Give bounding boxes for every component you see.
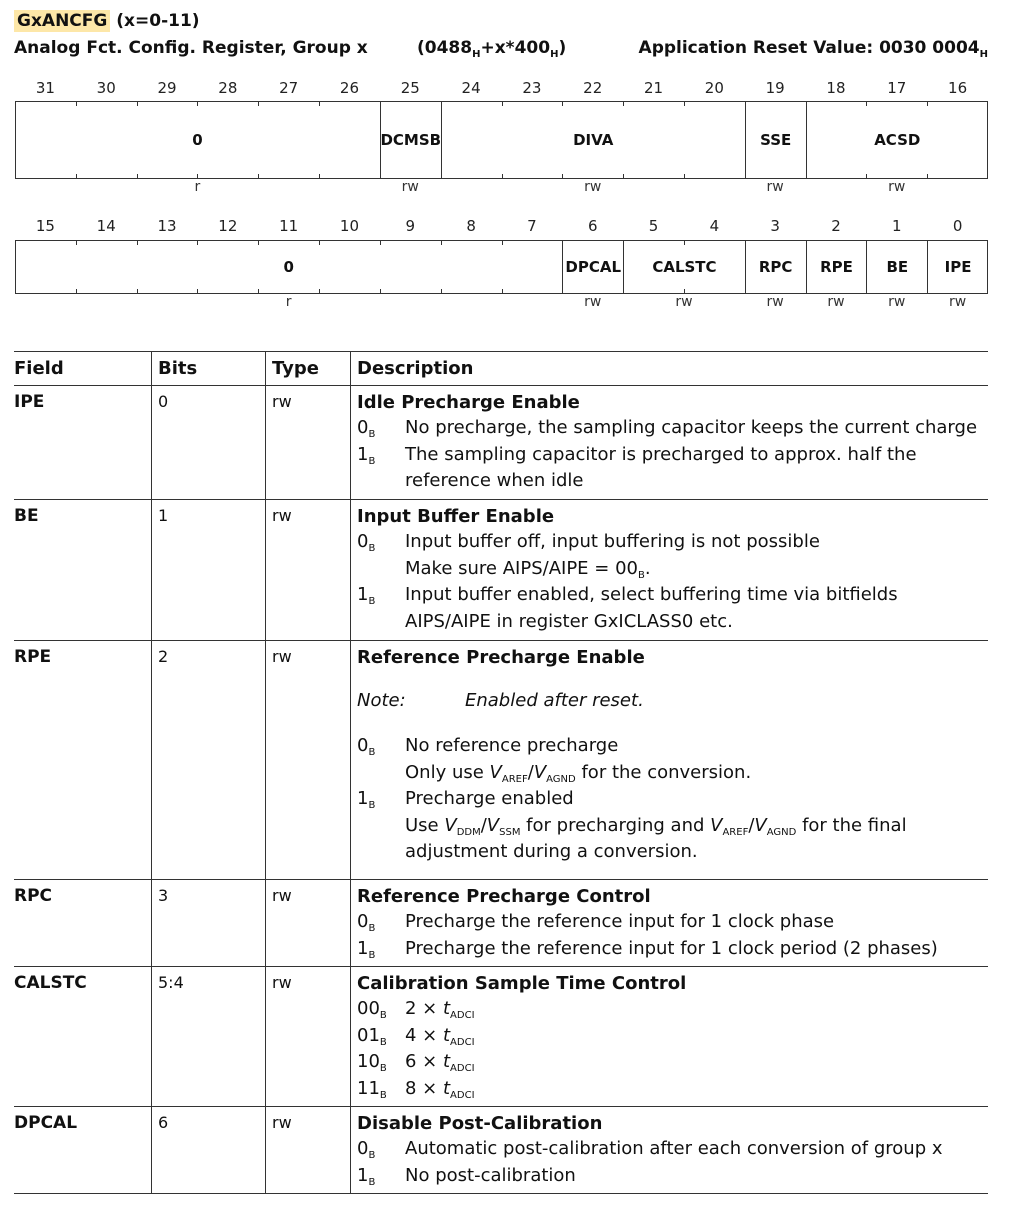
field-bits: 0	[151, 386, 264, 499]
value-entry: $0_B$ Precharge the reference input for 1 clock phase	[357, 911, 835, 934]
bit-number: 15	[35, 217, 55, 235]
field-access-type: rw	[584, 294, 602, 310]
register-field-0: 0	[192, 130, 203, 149]
register-field-rpe: RPE	[806, 241, 867, 293]
field-access-type: r	[285, 294, 292, 310]
description-title: Reference Precharge Control	[357, 886, 651, 907]
field-name: CALSTC	[14, 973, 87, 993]
description-title: Reference Precharge Enable	[357, 647, 645, 668]
field-name: RPE	[14, 647, 52, 667]
register-name: GxANCFG	[14, 10, 110, 32]
bit-number: 30	[96, 79, 116, 97]
description-title: Input Buffer Enable	[357, 506, 555, 527]
column-header: Field	[14, 358, 64, 379]
field-access-type: rw	[766, 179, 784, 195]
field-description	[350, 641, 988, 879]
value-entry: Only use $V_{AREF}/V_{AGND}$ for the conversion.	[405, 761, 752, 785]
bit-number: 3	[770, 217, 780, 235]
register-field-0: 0	[283, 257, 294, 276]
field-description	[350, 880, 988, 966]
bit-number: 16	[948, 79, 968, 97]
value-entry: $0_B$ No precharge, the sampling capacitor keeps the current charge	[357, 417, 978, 440]
value-entry: $0_B$ No reference precharge	[357, 735, 619, 758]
register-field-dcms-b: DCMS B	[380, 102, 441, 178]
bit-number: 14	[96, 217, 116, 235]
column-header: Type	[265, 352, 349, 385]
field-bits: 1	[151, 500, 264, 640]
field-type: rw	[265, 967, 349, 1106]
field-description	[350, 1107, 988, 1193]
description-title: Calibration Sample Time Control	[357, 973, 687, 994]
field-type: rw	[265, 386, 349, 499]
value-entry: $0_B$ Automatic post-calibration after each conversion of group x	[357, 1138, 943, 1161]
value-entry: $1_B$ Precharge enabled	[357, 788, 574, 811]
field-access-type: rw	[827, 294, 845, 310]
field-description	[350, 967, 988, 1106]
value-entry: $1_B$ Input buffer enabled, select buffering time via bitfields AIPS/AIPE in register GxICLASS0 etc.	[357, 584, 898, 632]
register-long-name: Analog Fct. Config. Register, Group x	[14, 38, 368, 58]
bit-number: 24	[461, 79, 481, 97]
column-header: Bits	[151, 352, 264, 385]
table-row	[14, 641, 988, 880]
field-bits: 3	[151, 880, 264, 966]
table-row	[14, 967, 988, 1107]
register-field-acsd: ACSD	[806, 102, 988, 178]
bit-number: 5	[648, 217, 659, 235]
bit-number: 18	[826, 79, 846, 97]
bit-number: 11	[279, 217, 299, 235]
value-entry: $10_B$ $6 \times t_{ADCI}$	[357, 1051, 475, 1074]
bit-number: 25	[400, 79, 420, 97]
bit-number: 9	[405, 217, 416, 235]
register-field-calstc: CALSTC	[623, 241, 745, 293]
upper-register-box	[15, 101, 988, 179]
value-entry: $1_B$ No post-calibration	[357, 1164, 576, 1188]
bit-number: 8	[466, 217, 476, 235]
field-access-type: rw	[401, 179, 419, 195]
bit-number: 13	[157, 217, 177, 235]
bit-number: 23	[522, 79, 542, 97]
field-name: BE	[14, 506, 39, 526]
bit-number: 19	[765, 79, 785, 97]
field-bits: 2	[151, 641, 264, 879]
field-access-type: r	[194, 179, 201, 195]
value-entry: $0_B$ Input buffer off, input buffering is not possible	[357, 531, 820, 554]
field-access-type: rw	[888, 179, 906, 195]
lower-register-box	[15, 240, 988, 294]
field-description	[350, 386, 988, 499]
field-name: IPE	[14, 392, 45, 412]
bit-number: 29	[157, 79, 177, 97]
field-description	[350, 500, 988, 640]
bit-number: 22	[583, 79, 603, 97]
table-row	[14, 500, 988, 641]
field-access-type: rw	[948, 294, 967, 310]
table-header-row	[14, 352, 988, 386]
field-access-type: rw	[766, 294, 784, 310]
description-title: Idle Precharge Enable	[357, 392, 580, 413]
field-name: RPC	[14, 886, 53, 906]
bit-number: 7	[527, 217, 537, 235]
bit-number: 27	[279, 79, 299, 97]
register-field-dpcal: DPCAL	[562, 241, 623, 293]
bit-number: 20	[704, 79, 724, 97]
table-row	[14, 880, 988, 967]
table-row	[14, 386, 988, 500]
bit-number: 2	[831, 217, 841, 235]
field-name: DPCAL	[14, 1113, 78, 1133]
field-access-type: rw	[888, 294, 906, 310]
field-type: rw	[265, 500, 349, 640]
value-entry: $1_B$ Precharge the reference input for 1 clock period (2 phases)	[357, 937, 938, 961]
bit-number: 10	[339, 217, 360, 235]
value-entry: Make sure AIPS/AIPE = $00_B$.	[405, 557, 651, 581]
register-field-diva: DIVA	[441, 102, 745, 178]
value-entry: $00_B$ $2 \times t_{ADCI}$	[357, 998, 475, 1021]
column-header: Description	[350, 352, 988, 385]
bit-number: 31	[35, 79, 55, 97]
register-index: (x=0-11)	[116, 11, 200, 31]
bit-number: 12	[218, 217, 238, 235]
description-title: Disable Post-Calibration	[357, 1113, 603, 1134]
register-field-rpc: RPC	[745, 241, 806, 293]
field-bits: 6	[151, 1107, 264, 1193]
field-description-table	[14, 351, 988, 1194]
bit-number: 4	[709, 217, 720, 235]
note: Note: Enabled after reset.	[357, 690, 644, 711]
field-bits: 5:4	[151, 967, 264, 1106]
field-access-type: rw	[584, 179, 602, 195]
register-field-be: BE	[866, 241, 927, 293]
bit-number: 28	[218, 79, 238, 97]
register-field-ipe: IPE	[927, 241, 988, 293]
register-title	[14, 11, 200, 31]
reset-value: Application Reset Value: 0030 $0004_H$	[638, 38, 988, 60]
bit-number: 0	[952, 217, 963, 235]
field-type: rw	[265, 1107, 349, 1193]
bit-number: 6	[587, 217, 598, 235]
register-address: $(0488_H+x*400_H)$	[417, 38, 567, 60]
value-entry: $11_B$ $8 \times t_{ADCI}$	[357, 1077, 475, 1101]
value-entry: $01_B$ $4 \times t_{ADCI}$	[357, 1024, 475, 1048]
bit-number: 21	[643, 79, 664, 97]
field-access-type: rw	[675, 294, 693, 310]
bit-number: 1	[892, 217, 902, 235]
value-entry: $1_B$ The sampling capacitor is precharged to approx. half the reference when idle	[357, 443, 917, 491]
value-entry: Use $V_{DDM}/V_{SSM}$ for precharging and $V_{AREF}/V_{AGND}$ for the final adjustment during a conversion.	[405, 814, 907, 862]
field-type: rw	[265, 880, 349, 966]
bit-number: 17	[887, 79, 907, 97]
register-field-sse: SSE	[745, 102, 806, 178]
field-type: rw	[265, 641, 349, 879]
bit-number: 26	[339, 79, 360, 97]
table-row	[14, 1107, 988, 1194]
